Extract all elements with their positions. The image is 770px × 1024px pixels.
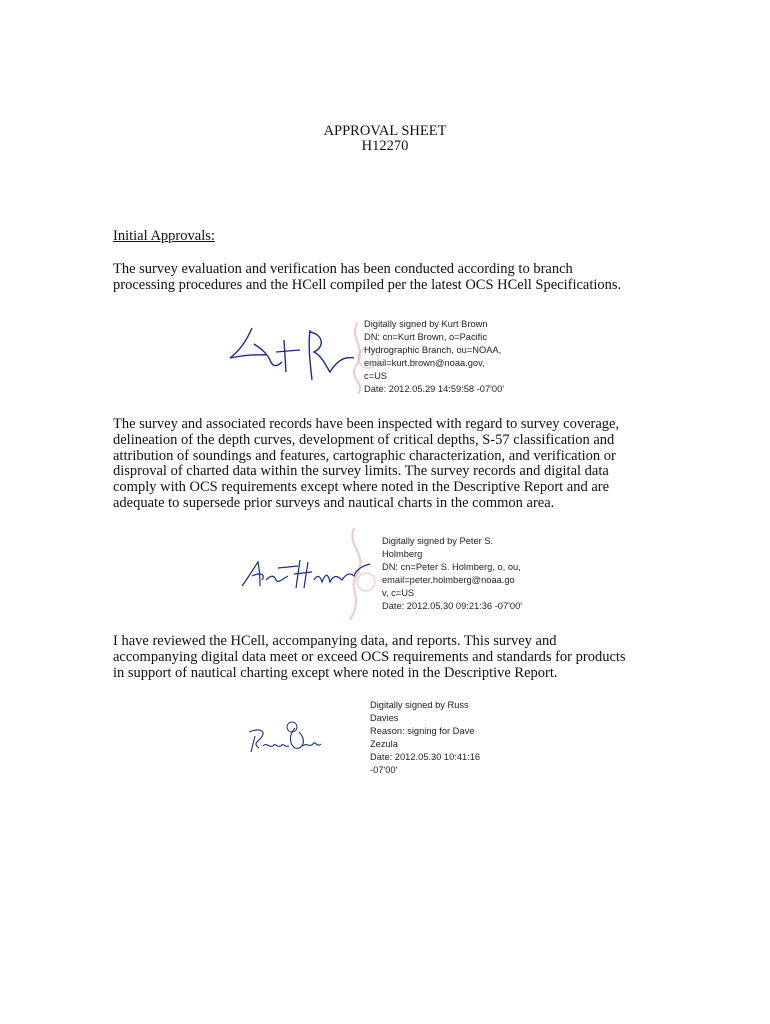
paragraph-line: processing procedures and the HCell compiled per the latest OCS HCell Specifications. bbox=[113, 276, 622, 293]
handwritten-signature-kurt-brown bbox=[226, 322, 358, 384]
signature-line: email=kurt.brown@noaa.gov, bbox=[364, 357, 485, 368]
signature-line: Zezula bbox=[370, 738, 398, 749]
signature-line: DN: cn=Peter S. Holmberg, o, ou, bbox=[382, 561, 521, 572]
final-paragraph bbox=[113, 634, 673, 681]
handwritten-signature-russ-davies bbox=[245, 718, 325, 758]
initial-approvals-heading: Initial Approvals: bbox=[113, 228, 215, 244]
signature-line: DN: cn=Kurt Brown, o=Pacific bbox=[364, 331, 487, 342]
signature-line: Digitally signed by Russ bbox=[370, 700, 469, 710]
digital-signature-text-2 bbox=[382, 535, 522, 612]
paragraph-line: I have reviewed the HCell, accompanying data, and reports. This survey and bbox=[113, 633, 557, 649]
paragraph-line: adequate to supersede prior surveys and nautical charts in the common area. bbox=[113, 494, 555, 511]
handwritten-signature-peter-holmberg bbox=[238, 556, 378, 594]
paragraph-line: comply with OCS requirements except where noted in the Descriptive Report and are bbox=[113, 479, 610, 496]
signature-line: Date: 2012.05.29 14:59:58 -07'00' bbox=[364, 383, 505, 394]
signature-line: Davies bbox=[370, 712, 399, 723]
paragraph-line: in support of nautical charting except where noted in the Descriptive Report. bbox=[113, 664, 558, 681]
signature-line: Digitally signed by Peter S. bbox=[382, 536, 494, 546]
signature-line: c=US bbox=[364, 370, 387, 381]
signature-line: Holmberg bbox=[382, 548, 423, 559]
signature-line: Date: 2012.05.30 10:41:16 bbox=[370, 751, 481, 762]
digital-signature-text-1 bbox=[364, 318, 504, 395]
title-block bbox=[0, 124, 770, 154]
signature-line: Digitally signed by Kurt Brown bbox=[364, 319, 488, 329]
paragraph-line: accompanying digital data meet or exceed OCS requirements and standards for products bbox=[113, 648, 626, 665]
paragraph-line: delineation of the depth curves, development of critical depths, S-57 classification and bbox=[113, 431, 615, 448]
paragraph-line: attribution of soundings and features, cartographic characterization, and verification or bbox=[113, 447, 616, 464]
signature-line: v, c=US bbox=[382, 587, 415, 598]
paragraph-line: The survey and associated records have been inspected with regard to survey coverage, bbox=[113, 416, 620, 432]
signature-line: -07'00' bbox=[370, 764, 398, 775]
review-paragraph bbox=[113, 417, 673, 512]
signature-line: Reason: signing for Dave bbox=[370, 725, 475, 736]
signature-line: email=peter.holmberg@noaa.go bbox=[382, 574, 515, 585]
digital-signature-text-3 bbox=[370, 699, 480, 776]
survey-id: H12270 bbox=[361, 138, 409, 154]
signature-line: Hydrographic Branch, ou=NOAA, bbox=[364, 344, 502, 355]
paragraph-line: The survey evaluation and verification has been conducted according to branch bbox=[113, 261, 573, 277]
page-title: APPROVAL SHEET bbox=[323, 123, 447, 139]
signature-line: Date: 2012.05.30 09:21:36 -07'00' bbox=[382, 600, 523, 611]
paragraph-line: disproval of charted data within the survey limits. The survey records and digital data bbox=[113, 463, 609, 480]
initial-approvals-paragraph bbox=[113, 262, 673, 294]
